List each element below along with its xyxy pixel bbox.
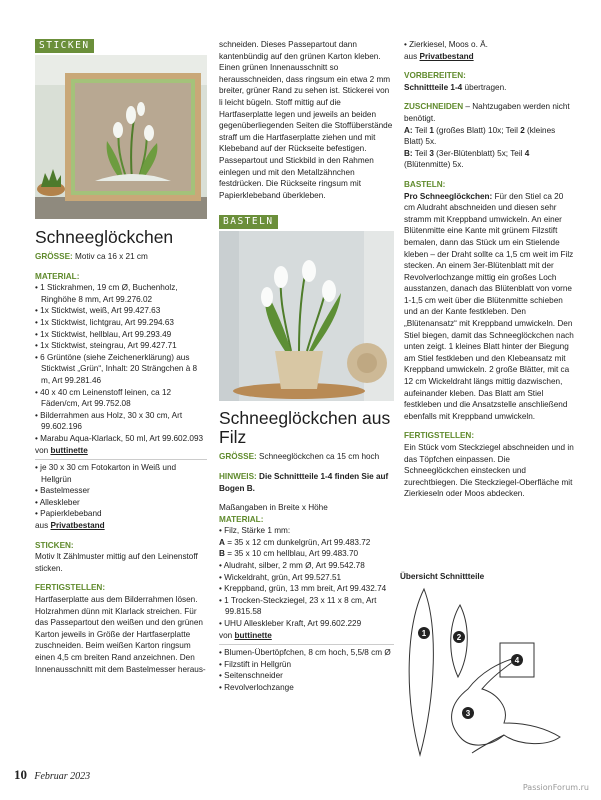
list-item: • Zierkiesel, Moos o. Ä. bbox=[404, 40, 488, 49]
list-item: • Wickeldraht, grün, Art 99.527.51 bbox=[219, 572, 342, 582]
hint-line: HINWEIS: Die Schnittteile 1-4 finden Sie auf Bogen B. bbox=[219, 471, 389, 493]
felt-a-line: A = 35 x 12 cm dunkelgrün, Art 99.483.72 bbox=[219, 537, 371, 547]
private-line-filz: aus Privatbestand bbox=[404, 51, 474, 61]
supplier-line-filz: von buttinette bbox=[219, 630, 272, 640]
sticken-text: Motiv lt Zählmuster mittig auf den Leinenstoff sticken. bbox=[35, 552, 198, 573]
supplier-line: von buttinette bbox=[35, 445, 88, 455]
fertigstellen-text: Hartfaserplatte aus dem Bilderrahmen lösen. Holzrahmen dünn mit Klarlack streichen. Für das Passepartout den weißen und den grünen Karton jeweils in Größe der Hartfaserplatte zuschneiden. Beim weißen Karton ringsum einen 4,5 cm breiten Rand anzeichnen. Den Innenausschnitt mit dem Bastelmesser heraus- bbox=[35, 595, 206, 674]
column-middle bbox=[219, 39, 394, 694]
list-item: • UHU Alleskleber Kraft, Art 99.602.229 bbox=[219, 619, 362, 629]
basteln-heading: BASTELN: bbox=[404, 179, 446, 189]
cut-a-line: A: Teil 1 (großes Blatt) 10x; Teil 2 (kleines Blatt) 5x. bbox=[404, 125, 556, 147]
material-heading: MATERIAL: bbox=[35, 271, 80, 281]
section-tag-sticken: STICKEN bbox=[35, 39, 94, 53]
pattern-label-3 bbox=[462, 707, 474, 719]
list-item: • 40 x 40 cm Leinenstoff leinen, ca 12 Fäden/cm, Art 99.752.08 bbox=[35, 387, 172, 409]
fertigstellen-text-filz: Ein Stück vom Steckziegel abschneiden und in das Töpfchen einpassen. Die Schneeglöckchen einstecken und zurechtbiegen. Die Steckziegel-Oberfläche mit Zierkieseln oder Moos abdecken. bbox=[404, 443, 574, 499]
svg-text:2: 2 bbox=[456, 633, 462, 642]
zuschneiden-text: ZUSCHNEIDEN – Nahtzugaben werden nicht benötigt. bbox=[404, 102, 570, 123]
pattern-overview bbox=[400, 572, 580, 762]
list-item: • Blumen-Übertöpfchen, 8 cm hoch, 5,5/8 cm Ø bbox=[219, 648, 391, 658]
page-footer bbox=[14, 767, 90, 783]
list-item: • Bilderrahmen aus Holz, 30 x 30 cm, Art 99.602.196 bbox=[35, 410, 183, 432]
list-item: • 1x Sticktwist, steingrau, Art 99.427.71 bbox=[35, 341, 177, 351]
embroidery-photo bbox=[35, 55, 207, 219]
title-schneegloeckchen-filz: Schneeglöckchen aus Filz bbox=[219, 408, 391, 448]
list-item: • Filzstift in Hellgrün bbox=[219, 659, 292, 669]
svg-text:4: 4 bbox=[514, 656, 520, 665]
list-item: • 1x Sticktwist, lichtgrau, Art 99.294.63 bbox=[35, 317, 174, 327]
list-item: • Filz, Stärke 1 mm: bbox=[219, 526, 291, 536]
list-item: • 1x Sticktwist, hellblau, Art 99.293.49 bbox=[35, 329, 172, 339]
measure-note: Maßangaben in Breite x Höhe bbox=[219, 503, 328, 513]
list-item: • 6 Grüntöne (siehe Zeichenerklärung) aus Sticktwist „Grün“, Inhalt: 20 Strängchen à 8 m, Art 99.281.46 bbox=[35, 352, 198, 385]
title-schneegloeckchen: Schneeglöckchen bbox=[35, 227, 174, 247]
vorbereiten-heading: VORBEREITEN: bbox=[404, 71, 466, 81]
list-item: • Alleskleber bbox=[35, 497, 80, 507]
material-list bbox=[35, 282, 207, 444]
list-item: • 1 Stickrahmen, 19 cm Ø, Buchenholz, Ringhöhe 8 mm, Art 99.276.02 bbox=[35, 283, 178, 304]
page-number: 10 bbox=[14, 767, 27, 782]
extra-material-list bbox=[35, 459, 207, 520]
basteln-text: Pro Schneeglöckchen: Für den Stiel ca 20 cm Aludraht abschneiden und diesen sehr stramm mit Kreppband umwickeln. An einer Blütenmitte eine Kante mit grünem Filzstift bemalen, dann das Stück um ein Stielende kleben – der Draht sollte ca 1,5 cm weit im Filz stecken. An einem 3er-Blütenblatt mit der Revolverlochzange mittig ein großes Loch ausstanzen, danach das Blütenblatt von vorne 1-1,5 cm weit über die Blütenmitte schieben und an der Kante festkleben. Den „Blütenansatz“ mit Kreppband umwickeln. Den Stiel biegen, damit das Schneeglöckchen nach unten zeigt. 1 kleines Blatt hinter der Biegung am Stiel festkleben und den Klebeansatz mit Kreppband umwickeln. 2 große Blätter, mit ca 12 cm Wickeldraht längs mittig dazwischen, aufeinander kleben. Das Blatt am Stiel festkleben und die Ansatzstelle anschließend ebenfalls mit Kreppband umwickeln. bbox=[404, 191, 574, 421]
issue-date: Februar 2023 bbox=[34, 771, 91, 782]
list-item: • Kreppband, grün, 13 mm breit, Art 99.432.74 bbox=[219, 584, 387, 594]
sticken-heading: STICKEN: bbox=[35, 540, 74, 550]
size-line: GRÖSSE: Motiv ca 16 x 21 cm bbox=[35, 252, 148, 261]
list-item: • Marabu Aqua-Klarlack, 50 ml, Art 99.602.093 bbox=[35, 433, 204, 443]
fertigstellen-heading: FERTIGSTELLEN: bbox=[35, 583, 106, 593]
pattern-label-4 bbox=[511, 654, 523, 666]
pattern-title: Übersicht Schnittteile bbox=[400, 572, 485, 581]
list-item: • Revolverlochzange bbox=[219, 683, 294, 692]
list-item: • 1 Trocken-Steckziegel, 23 x 11 x 8 cm, Art 99.815.58 bbox=[219, 595, 377, 617]
list-item: • je 30 x 30 cm Fotokarton in Weiß und Hellgrün bbox=[35, 463, 177, 484]
list-item: • Seitenschneider bbox=[219, 671, 283, 681]
pattern-label-2 bbox=[453, 631, 465, 643]
felt-snowdrop-photo bbox=[219, 231, 394, 401]
size-line-filz: GRÖSSE: Schneeglöckchen ca 15 cm hoch bbox=[219, 452, 380, 462]
column-left bbox=[35, 39, 207, 675]
list-item: • Aludraht, silber, 2 mm Ø, Art 99.542.78 bbox=[219, 561, 365, 571]
list-item: • 1x Sticktwist, weiß, Art 99.427.63 bbox=[35, 306, 161, 316]
watermark: PassionForum.ru bbox=[522, 783, 589, 792]
material-heading-filz: MATERIAL: bbox=[219, 514, 264, 524]
extra-material-list-filz bbox=[219, 644, 394, 693]
pattern-drawing bbox=[400, 585, 580, 761]
cut-b-line: B: Teil 3 (3er-Blütenblatt) 5x; Teil 4 (Blütenmitte) 5x. bbox=[404, 148, 530, 170]
column-right bbox=[404, 39, 576, 500]
pattern-label-1 bbox=[418, 627, 430, 639]
felt-b-line: B = 35 x 10 cm hellblau, Art 99.483.70 bbox=[219, 549, 359, 559]
list-item: • Bastelmesser bbox=[35, 486, 90, 496]
fertigstellen-heading-filz: FERTIGSTELLEN: bbox=[404, 431, 475, 441]
private-line: aus Privatbestand bbox=[35, 521, 105, 531]
fertigstellen-text-continued: schneiden. Dieses Passepartout dann kantenbündig auf den grünen Karton kleben. Einen grünen Innenausschnitt so herausschneiden, dass ringsum ein etwa 2 mm breiter, grüner Rand zu sehen ist. Stickerei von li leicht bügeln. Stoff mittig auf die Hartfaserplatte legen und jeweils an beiden gegenüberliegenden Seiten die Stoffüberstände straff um die Hartfaserplatte ziehen und mit Klebeband auf der Rückseite befestigen. Passepartout und Stickbild in den Rahmen einlegen und mit den Metallzähnchen festdrücken. Die Rückseite ringsum mit Papierklebeband überkleben. bbox=[219, 40, 393, 200]
svg-text:1: 1 bbox=[421, 629, 427, 638]
svg-text:3: 3 bbox=[465, 709, 471, 718]
section-tag-basteln: BASTELN bbox=[219, 215, 278, 229]
list-item: • Papierklebeband bbox=[35, 509, 102, 519]
vorbereiten-text: Schnittteile 1-4 übertragen. bbox=[404, 82, 507, 92]
